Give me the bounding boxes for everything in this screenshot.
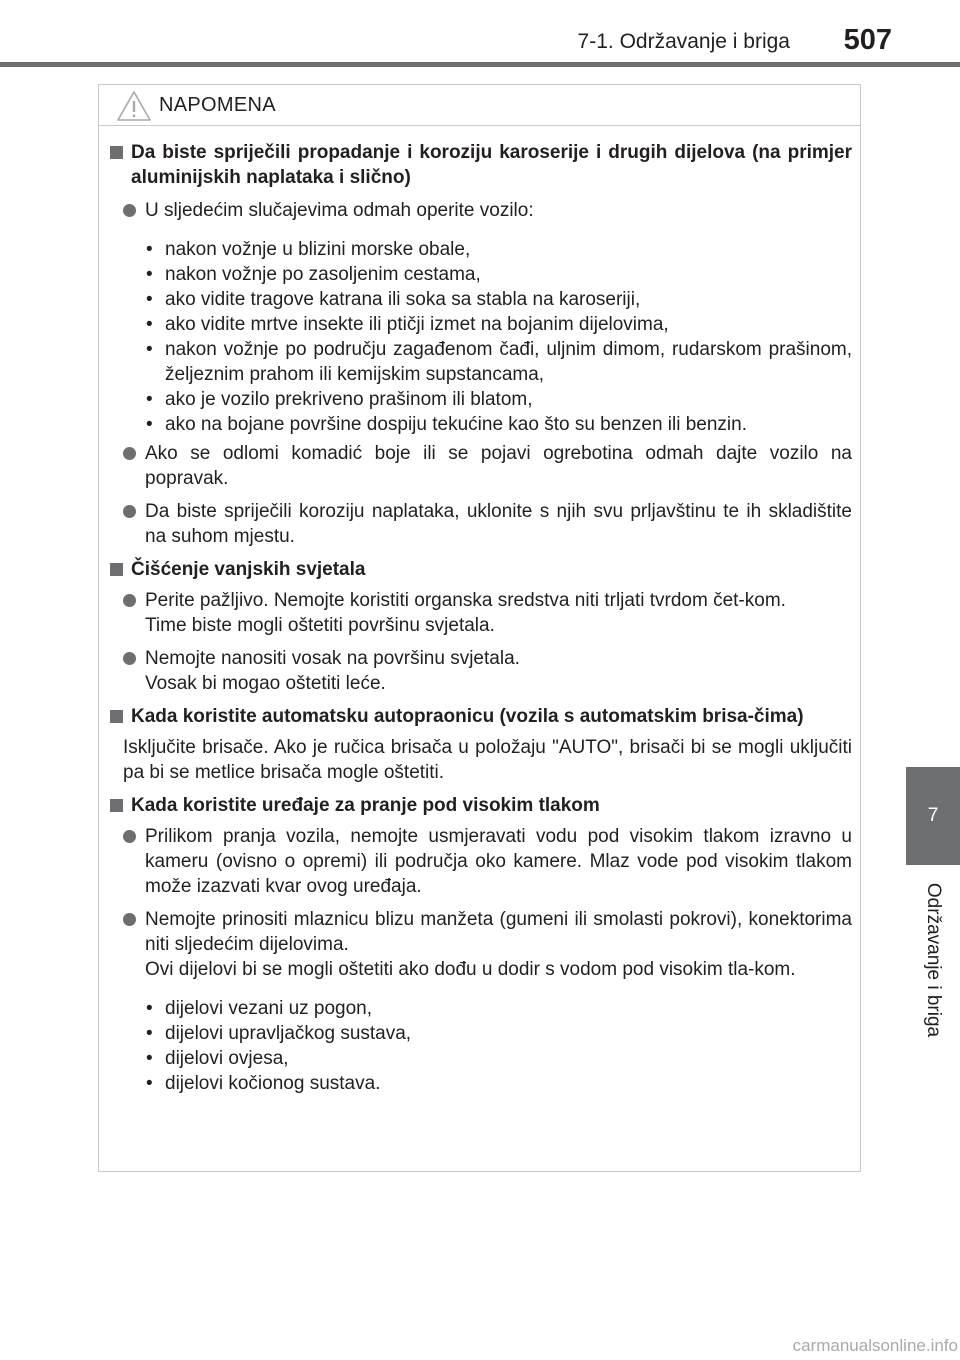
list-item: • nakon vožnje u blizini morske obale,	[145, 237, 852, 262]
circle-bullet-icon	[123, 652, 136, 665]
circle-bullet-icon	[123, 505, 136, 518]
list-item: Prilikom pranja vozila, nemojte usmjeravati vodu pod visokim tlakom izravno u kameru (ovisno o opremi) ili područja oko kamere. Mlaz vode pod visokim tlakom može izazvati kvar ovog uređaja.	[107, 824, 852, 899]
circle-bullet-icon	[123, 830, 136, 843]
page-header	[0, 0, 960, 66]
list-item: • ako vidite mrtve insekte ili ptičji izmet na bojanim dijelovima,	[145, 312, 852, 337]
square-bullet-icon	[110, 710, 123, 723]
warning-triangle-icon	[116, 90, 152, 122]
paragraph: Isključite brisače. Ako je ručica brisača u položaju "AUTO", brisači bi se mogli uključiti pa bi se metlice brisača mogle oštetiti.	[123, 737, 852, 783]
chapter-label: Održavanje i briga	[923, 882, 944, 1038]
notice-header	[99, 85, 860, 126]
list-item: Nemojte nanositi vosak na površinu svjetala. Vosak bi mogao oštetiti leće.	[107, 646, 852, 696]
condition-list	[107, 237, 852, 437]
list-item: • dijelovi kočionog sustava.	[145, 1071, 852, 1096]
square-bullet-icon	[110, 146, 123, 159]
section-heading: Da biste spriječili propadanje i koroziju karoserije i drugih dijelova (na primjer aluminijskih naplataka i slično)	[107, 140, 852, 190]
square-bullet-icon	[110, 563, 123, 576]
chapter-tab[interactable]	[906, 767, 960, 865]
list-item: • dijelovi ovjesa,	[145, 1046, 852, 1071]
list-item: U sljedećim slučajevima odmah operite vozilo:	[107, 198, 852, 223]
list-item: Nemojte prinositi mlaznicu blizu manžeta (gumeni ili smolasti pokrovi), konektorima niti sljedećim dijelovima. Ovi dijelovi bi se mogli oštetiti ako dođu u dodir s vodom pod visokim tla-kom.	[107, 907, 852, 982]
circle-bullet-icon	[123, 447, 136, 460]
watermark: carmanualsonline.info	[792, 1336, 958, 1355]
section-heading: Kada koristite uređaje za pranje pod visokim tlakom	[107, 793, 852, 818]
list-item: Da biste spriječili koroziju naplataka, uklonite s njih svu prljavštinu te ih skladištite na suhom mjestu.	[107, 499, 852, 549]
list-item: • ako vidite tragove katrana ili soka sa stabla na karoseriji,	[145, 287, 852, 312]
list-item: • ako je vozilo prekriveno prašinom ili blatom,	[145, 387, 852, 412]
list-item: Ako se odlomi komadić boje ili se pojavi ogrebotina odmah dajte vozilo na popravak.	[107, 441, 852, 491]
notice-body	[99, 126, 860, 1096]
chapter-number: 7	[927, 805, 939, 826]
section-heading: Kada koristite automatsku autopraonicu (vozila s automatskim brisa-čima)	[107, 704, 852, 729]
list-item: • dijelovi vezani uz pogon,	[145, 996, 852, 1021]
notice-title: NAPOMENA	[159, 94, 276, 116]
circle-bullet-icon	[123, 594, 136, 607]
square-bullet-icon	[110, 799, 123, 812]
section-heading: Čišćenje vanjskih svjetala	[107, 557, 852, 582]
header-divider	[0, 62, 960, 67]
list-item: Perite pažljivo. Nemojte koristiti organska sredstva niti trljati tvrdom čet-kom. Time biste mogli oštetiti površinu svjetala.	[107, 588, 852, 638]
page-number: 507	[843, 24, 892, 56]
circle-bullet-icon	[123, 204, 136, 217]
list-item: • ako na bojane površine dospiju tekućine kao što su benzen ili benzin.	[145, 412, 852, 437]
section-title: 7-1. Održavanje i briga	[577, 30, 790, 53]
list-item: • nakon vožnje po zasoljenim cestama,	[145, 262, 852, 287]
notice-box	[98, 84, 861, 1172]
parts-list	[107, 996, 852, 1096]
list-item: • dijelovi upravljačkog sustava,	[145, 1021, 852, 1046]
circle-bullet-icon	[123, 913, 136, 926]
list-item: • nakon vožnje po području zagađenom čađi, uljnim dimom, rudarskom prašinom, željeznim prahom ili kemijskim supstancama,	[145, 337, 852, 387]
